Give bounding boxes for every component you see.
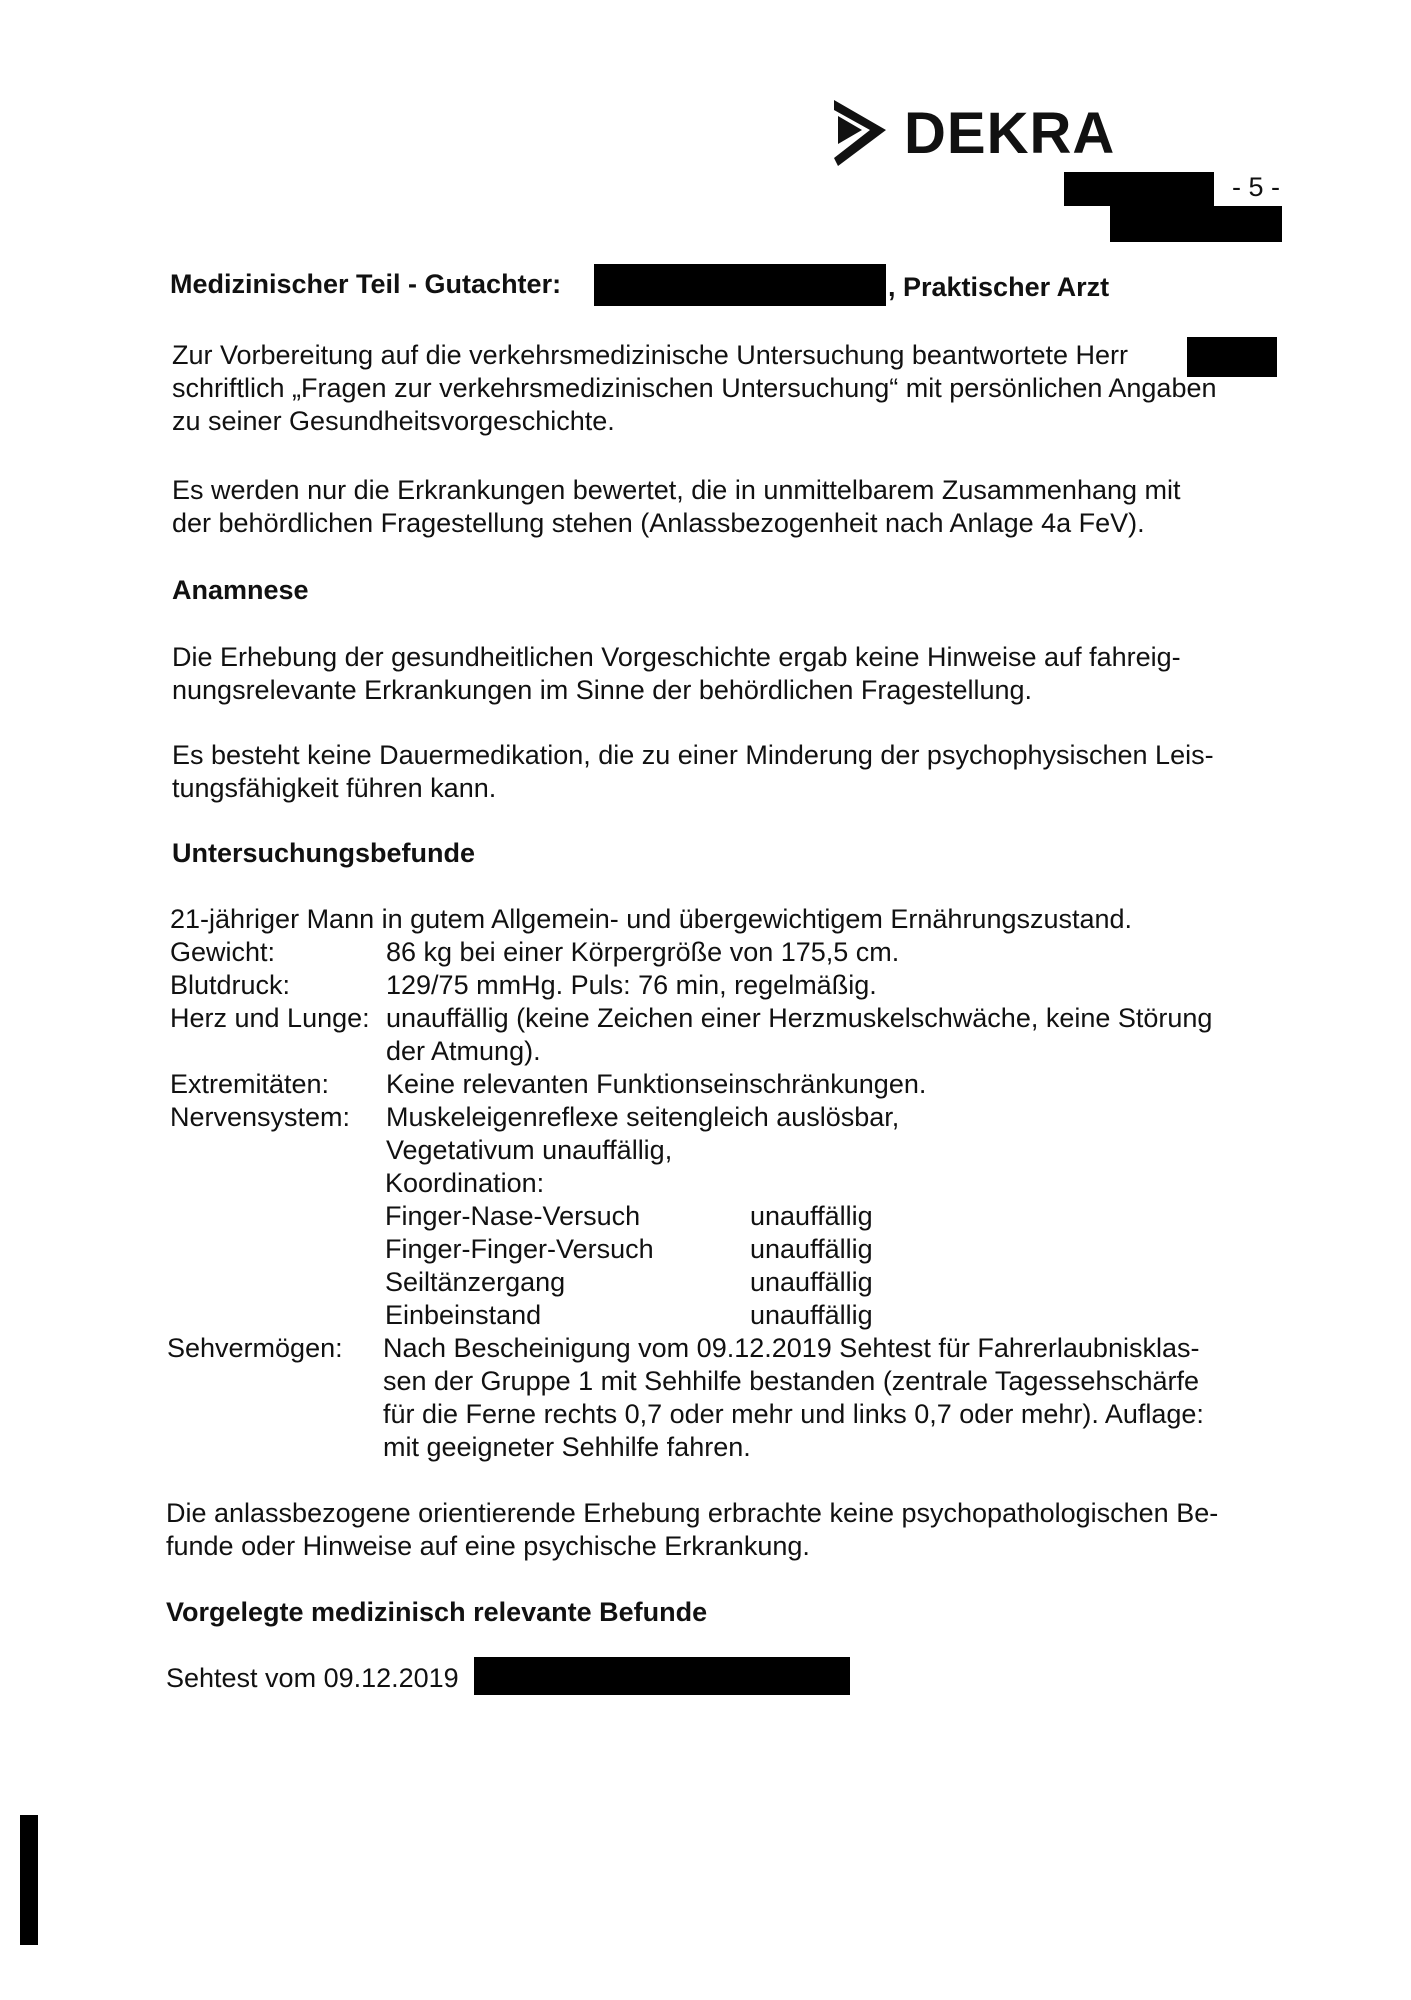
nervensystem-value-1: Muskeleigenreflexe seitengleich auslösbar, (386, 1102, 900, 1132)
befunde-heading: Untersuchungsbefunde (172, 838, 476, 868)
redaction-header-1 (1064, 172, 1214, 206)
test-name: Finger-Finger-Versuch (385, 1234, 654, 1264)
page-number: - 5 - (1232, 172, 1281, 202)
sehvermoegen-value-3: für die Ferne rechts 0,7 oder mehr und links 0,7 oder mehr). Auflage: (383, 1399, 1204, 1429)
sehvermoegen-label: Sehvermögen: (167, 1333, 343, 1363)
gutachter-suffix: , Praktischer Arzt (888, 272, 1110, 302)
test-result: unauffällig (750, 1201, 873, 1231)
sehvermoegen-value-1: Nach Bescheinigung vom 09.12.2019 Sehtest für Fahrerlaubnisklas- (383, 1333, 1200, 1363)
anamnese-p2-line-2: tungsfähigkeit führen kann. (172, 773, 497, 803)
test-result: unauffällig (750, 1234, 873, 1264)
intro-line-1: Zur Vorbereitung auf die verkehrsmedizinische Untersuchung beantwortete Herr (172, 340, 1128, 370)
extremitaeten-value: Keine relevanten Funktionseinschränkungen. (386, 1069, 927, 1099)
herz-lunge-value-2: der Atmung). (386, 1036, 541, 1066)
extremitaeten-label: Extremitäten: (170, 1069, 330, 1099)
anamnese-heading: Anamnese (172, 575, 309, 605)
redaction-sehtest-source (474, 1657, 850, 1695)
bewertung-line-1: Es werden nur die Erkrankungen bewertet, die in unmittelbarem Zusammenhang mit (172, 475, 1181, 505)
anamnese-p1-line-1: Die Erhebung der gesundheitlichen Vorgeschichte ergab keine Hinweise auf fahreig- (172, 642, 1181, 672)
scan-margin-bar (20, 1815, 38, 1945)
redaction-header-2 (1110, 206, 1282, 242)
koordination-label: Koordination: (385, 1168, 545, 1198)
test-name: Finger-Nase-Versuch (385, 1201, 641, 1231)
intro-line-2: schriftlich „Fragen zur verkehrsmedizinischen Untersuchung“ mit persönlichen Angaben (172, 373, 1217, 403)
bewertung-line-2: der behördlichen Fragestellung stehen (Anlassbezogenheit nach Anlage 4a FeV). (172, 508, 1145, 538)
test-name: Seiltänzergang (385, 1267, 566, 1297)
nervensystem-label: Nervensystem: (170, 1102, 351, 1132)
test-result: unauffällig (750, 1267, 873, 1297)
intro-line-3: zu seiner Gesundheitsvorgeschichte. (172, 406, 615, 436)
befunde-summary: 21-jähriger Mann in gutem Allgemein- und übergewichtigem Ernährungszustand. (170, 904, 1133, 934)
herz-lunge-value-1: unauffällig (keine Zeichen einer Herzmuskelschwäche, keine Störung (386, 1003, 1213, 1033)
vorgelegt-heading: Vorgelegte medizinisch relevante Befunde (166, 1597, 708, 1627)
anamnese-p1-line-2: nungsrelevante Erkrankungen im Sinne der behördlichen Fragestellung. (172, 675, 1033, 705)
nervensystem-value-2: Vegetativum unauffällig, (386, 1135, 673, 1165)
dekra-logo (830, 96, 1115, 170)
gutachter-label: Medizinischer Teil - Gutachter: (170, 269, 562, 299)
redaction-patient-name (1187, 337, 1277, 377)
sehtest-line: Sehtest vom 09.12.2019 (166, 1663, 459, 1693)
herz-lunge-label: Herz und Lunge: (170, 1003, 370, 1033)
gewicht-label: Gewicht: (170, 937, 276, 967)
anamnese-p2-line-1: Es besteht keine Dauermedikation, die zu einer Minderung der psychophysischen Leis- (172, 740, 1214, 770)
dekra-logo-icon (830, 96, 890, 170)
gewicht-value: 86 kg bei einer Körpergröße von 175,5 cm. (386, 937, 900, 967)
redaction-gutachter-name (594, 264, 886, 306)
sehvermoegen-value-2: sen der Gruppe 1 mit Sehhilfe bestanden (zentrale Tagessehschärfe (383, 1366, 1199, 1396)
logo-text: DEKRA (904, 100, 1116, 166)
test-result: unauffällig (750, 1300, 873, 1330)
psych-line-1: Die anlassbezogene orientierende Erhebung erbrachte keine psychopathologischen Be- (166, 1498, 1219, 1528)
sehvermoegen-value-4: mit geeigneter Sehhilfe fahren. (383, 1432, 751, 1462)
test-name: Einbeinstand (385, 1300, 542, 1330)
blutdruck-value: 129/75 mmHg. Puls: 76 min, regelmäßig. (386, 970, 877, 1000)
blutdruck-label: Blutdruck: (170, 970, 291, 1000)
psych-line-2: funde oder Hinweise auf eine psychische Erkrankung. (166, 1531, 810, 1561)
